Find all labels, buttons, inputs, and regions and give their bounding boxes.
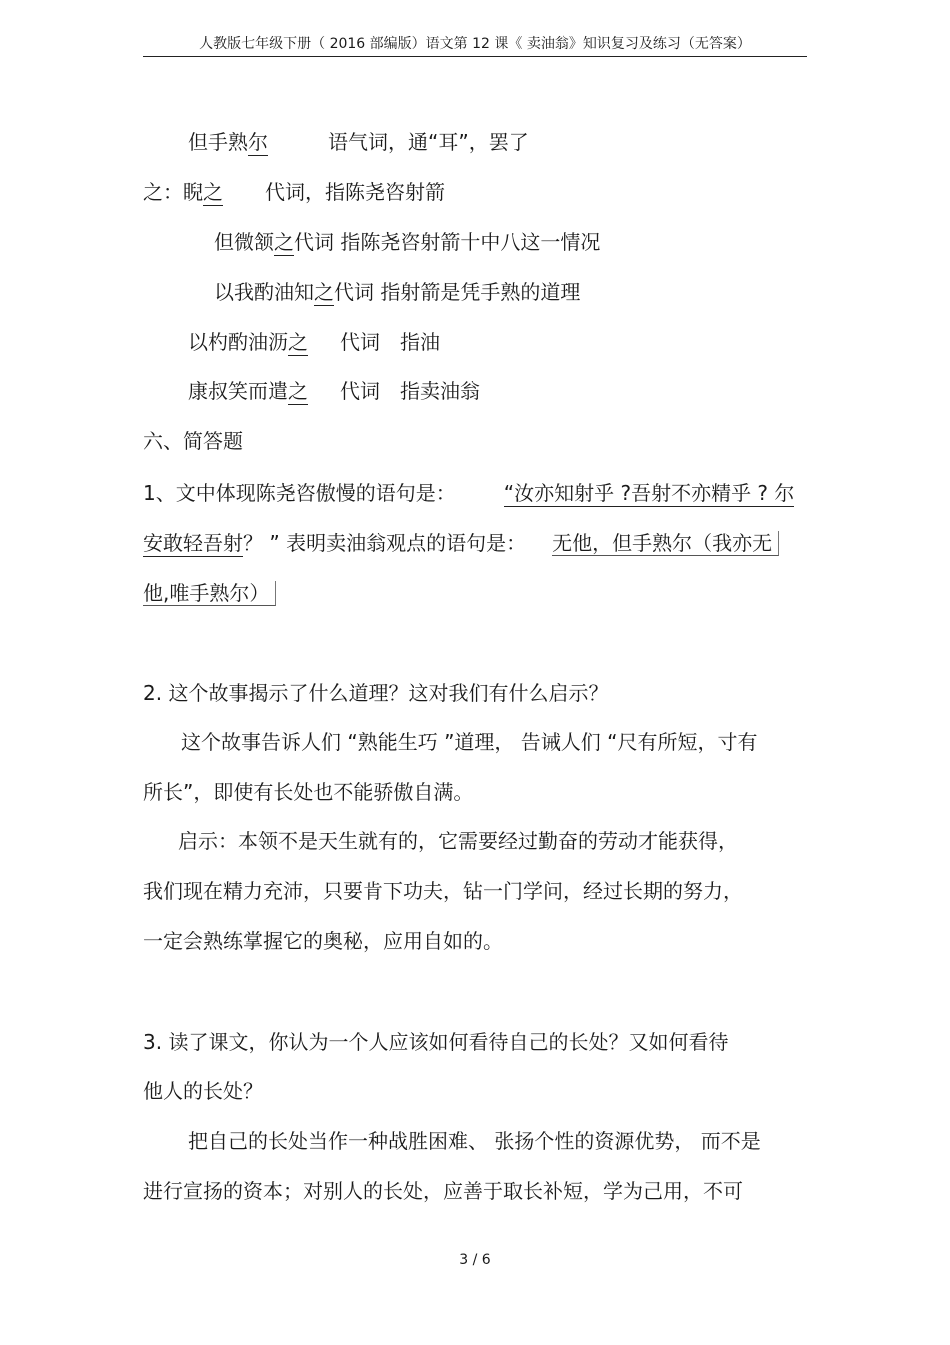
note-label: 之： — [143, 180, 183, 204]
question-3-answer-line: 把自己的长处当作一种战胜困难、 张扬个性的资源优势， 而不是 — [188, 1129, 761, 1153]
question-1-line-2 — [143, 530, 779, 556]
note-keyword: 之 — [314, 280, 334, 304]
note-phrase: 以杓酌油沥 — [188, 330, 288, 354]
question-2-answer-line: 这个故事告诉人们 “熟能生巧 ”道理， 告诫人们 “尺有所短，寸有 — [181, 730, 758, 754]
note-definition: 代词 — [340, 379, 380, 403]
question-2-answer-line: 所长”，即使有长处也不能骄傲自满。 — [143, 780, 474, 804]
note-phrase: 但微颔 — [214, 230, 274, 254]
note-er — [188, 129, 529, 155]
note-keyword: 之 — [288, 330, 308, 354]
note-phrase: 以我酌油知 — [214, 280, 314, 304]
question-1-answer-a: “汝亦知射乎 ?吾射不亦精乎 ? 尔 — [503, 481, 795, 505]
question-1-prompt: 1、文中体现陈尧咨傲慢的语句是： — [143, 481, 456, 505]
note-keyword: 尔 — [248, 130, 268, 154]
note-zhi-4 — [188, 329, 440, 355]
note-zhi-1 — [143, 179, 445, 205]
note-definition-detail: 指卖油翁 — [400, 379, 480, 403]
note-zhi-3 — [214, 279, 580, 305]
question-2-prompt: 2. 这个故事揭示了什么道理？这对我们有什么启示？ — [143, 681, 609, 705]
note-phrase: 睨 — [183, 180, 203, 204]
note-definition: 代词 — [340, 330, 380, 354]
question-1-prompt-b: ？ ” 表明卖油翁观点的语句是： — [243, 531, 527, 555]
question-3-prompt: 3. 读了课文，你认为一个人应该如何看待自己的长处？又如何看待 — [143, 1030, 729, 1054]
note-definition: 语气词，通“耳”，罢了 — [328, 130, 529, 154]
section-title: 六、简答题 — [143, 429, 243, 453]
page-number: 3 / 6 — [459, 1252, 491, 1268]
question-2-answer-line: 我们现在精力充沛，只要肯下功夫，钻一门学问，经过长期的努力， — [143, 879, 743, 903]
question-1-answer-b-cont: 他,唯手熟尔） — [143, 581, 276, 606]
note-phrase: 但手熟 — [188, 130, 248, 154]
note-definition: 代词，指陈尧咨射箭 — [265, 180, 445, 204]
page-header: 人教版七年级下册（ 2016 部编版）语文第 12 课《 卖油翁》知识复习及练习（无答案） — [143, 34, 807, 57]
note-phrase: 康叔笑而遣 — [188, 379, 288, 403]
question-2-answer-line: 一定会熟练掌握它的奥秘，应用自如的。 — [143, 929, 503, 953]
note-definition: 代词 指射箭是凭手熟的道理 — [334, 280, 581, 304]
note-zhi-2 — [214, 229, 600, 255]
question-1-answer-a-cont: 安敢轻吾射 — [143, 531, 243, 555]
question-3-answer-line: 进行宣扬的资本；对别人的长处，应善于取长补短，学为己用，不可 — [143, 1179, 743, 1203]
note-definition-detail: 指油 — [400, 330, 440, 354]
note-keyword: 之 — [288, 379, 308, 403]
question-1-answer-b: 无他，但手熟尔（我亦无 — [552, 531, 779, 556]
question-2-answer-line: 启示：本领不是天生就有的，它需要经过勤奋的劳动才能获得， — [178, 829, 738, 853]
note-keyword: 之 — [203, 180, 223, 204]
question-1-line-1 — [143, 480, 794, 506]
note-zhi-5 — [188, 378, 480, 404]
question-1-line-3 — [143, 580, 276, 606]
note-keyword: 之 — [274, 230, 294, 254]
question-3-prompt-cont: 他人的长处？ — [143, 1079, 263, 1103]
note-definition: 代词 指陈尧咨射箭十中八这一情况 — [294, 230, 601, 254]
